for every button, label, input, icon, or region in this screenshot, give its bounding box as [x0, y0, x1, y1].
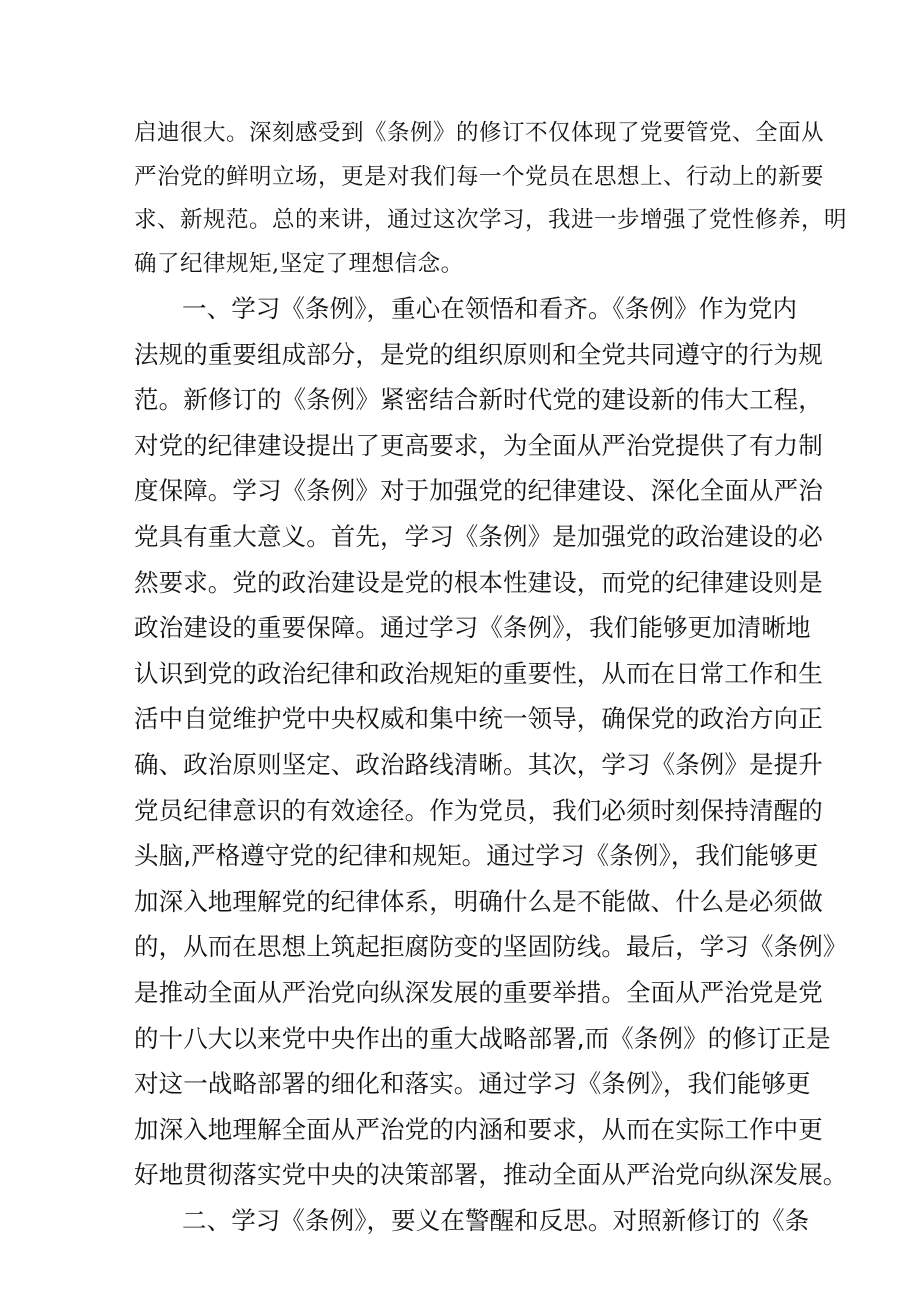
section-one-line-4: 对党的纪律建设提出了更高要求，为全面从严治党提供了有力制: [134, 430, 823, 460]
section-one-line-5: 度保障。学习《条例》对于加强党的纪律建设、深化全面从严治: [134, 476, 823, 506]
section-one-line-14: 加深入地理解党的纪律体系，明确什么是不能做、什么是必须做: [134, 886, 823, 916]
intro-line-4: 确了纪律规矩,坚定了理想信念。: [134, 250, 464, 277]
intro-line-3: 求、新规范。总的来讲，通过这次学习，我进一步增强了党性修养，明: [134, 207, 848, 233]
section-one-line-7: 然要求。党的政治建设是党的根本性建设，而党的纪律建设则是: [134, 567, 823, 597]
section-one-line-6: 党具有重大意义。首先，学习《条例》是加强党的政治建设的必: [134, 521, 823, 551]
section-one-line-11: 确、政治原则坚定、政治路线清晰。其次，学习《条例》是提升: [134, 749, 823, 779]
section-one-line-8: 政治建设的重要保障。通过学习《条例》，我们能够更加清晰地: [134, 613, 811, 643]
section-one-line-3: 范。新修订的《条例》紧密结合新时代党的建设新的伟大工程，: [134, 385, 823, 415]
section-one-line-16: 是推动全面从严治党向纵深发展的重要举措。全面从严治党是党: [134, 977, 823, 1007]
section-two-line-1: 二、学习《条例》，要义在警醒和反思。对照新修订的《条: [182, 1205, 810, 1235]
section-one-line-1: 一、学习《条例》，重心在领悟和看齐。《条例》作为党内: [182, 294, 798, 323]
section-one-line-15: 的，从而在思想上筑起拒腐防变的坚固防线。最后，学习《条例》: [134, 932, 848, 962]
main-content: [134, 286, 848, 1243]
intro-paragraph: [134, 112, 848, 286]
section-one-line-13: 头脑,严格遵守党的纪律和规矩。通过学习《条例》，我们能够更: [134, 841, 819, 871]
section-one-line-2: 法规的重要组成部分，是党的组织原则和全党共同遵守的行为规: [134, 339, 823, 369]
section-two-paragraph: [134, 1198, 810, 1244]
intro-line-2: 严治党的鲜明立场，更是对我们每一个党员在思想上、行动上的新要: [134, 163, 825, 190]
section-one-paragraph: [134, 286, 848, 1198]
section-one-line-9: 认识到党的政治纪律和政治规矩的重要性，从而在日常工作和生: [134, 658, 823, 688]
section-one-line-20: 好地贯彻落实党中央的决策部署，推动全面从严治党向纵深发展。: [134, 1160, 848, 1190]
section-one-line-10: 活中自觉维护党中央权威和集中统一领导，确保党的政治方向正: [134, 704, 823, 734]
section-one-line-12: 党员纪律意识的有效途径。作为党员，我们必须时刻保持清醒的: [134, 795, 823, 825]
section-one-line-17: 的十八大以来党中央作出的重大战略部署,而《条例》的修订正是: [134, 1023, 831, 1053]
section-one-line-18: 对这一战略部署的细化和落实。通过学习《条例》，我们能够更: [134, 1069, 811, 1099]
section-one-line-19: 加深入地理解全面从严治党的内涵和要求，从而在实际工作中更: [134, 1114, 823, 1144]
intro-line-1: 启迪很大。深刻感受到《条例》的修订不仅体现了党要管党、全面从: [134, 120, 825, 146]
